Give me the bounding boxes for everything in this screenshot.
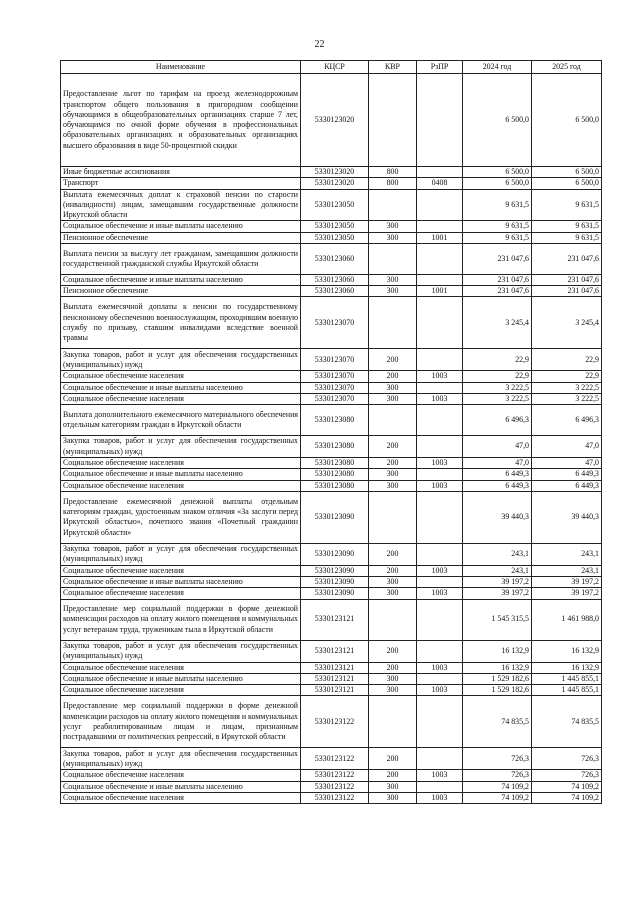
cell-rzpr: [417, 748, 463, 770]
cell-2024: 16 132,9: [463, 640, 532, 662]
cell-kcsr: 5330123020: [301, 178, 369, 189]
cell-kcsr: 5330123090: [301, 543, 369, 565]
cell-rzpr: [417, 599, 463, 640]
cell-kvr: 200: [369, 640, 417, 662]
cell-kcsr: 5330123122: [301, 696, 369, 748]
cell-2024: 726,3: [463, 748, 532, 770]
cell-kvr: 200: [369, 349, 417, 371]
cell-2024: 3 222,5: [463, 382, 532, 393]
cell-kcsr: 5330123080: [301, 458, 369, 469]
cell-name: Социальное обеспечение населения: [61, 770, 301, 781]
table-row: [61, 393, 602, 404]
cell-rzpr: [417, 349, 463, 371]
table-row: [61, 491, 602, 543]
cell-name: Социальное обеспечение населения: [61, 792, 301, 803]
cell-kvr: 200: [369, 458, 417, 469]
cell-kvr: 300: [369, 781, 417, 792]
cell-2024: 726,3: [463, 770, 532, 781]
cell-2024: 231 047,6: [463, 274, 532, 285]
cell-kvr: [369, 297, 417, 349]
cell-2025: 6 449,3: [532, 469, 602, 480]
table-row: [61, 349, 602, 371]
cell-name: Социальное обеспечение населения: [61, 662, 301, 673]
cell-rzpr: [417, 382, 463, 393]
cell-2025: 9 631,5: [532, 232, 602, 243]
cell-2024: 39 197,2: [463, 588, 532, 599]
cell-kvr: 300: [369, 469, 417, 480]
cell-rzpr: [417, 189, 463, 221]
cell-rzpr: [417, 436, 463, 458]
table-row: [61, 436, 602, 458]
table-row: [61, 189, 602, 221]
cell-name: Выплата ежемесячных доплат к страховой пенсии по старости (инвалидности) лицам, замещавшим государственные должности Иркутской области: [61, 189, 301, 221]
cell-kvr: 300: [369, 588, 417, 599]
cell-rzpr: [417, 781, 463, 792]
cell-2024: 9 631,5: [463, 232, 532, 243]
cell-name: Пенсионное обеспечение: [61, 286, 301, 297]
cell-kvr: 300: [369, 685, 417, 696]
cell-2025: 22,9: [532, 349, 602, 371]
cell-2025: 1 445 855,1: [532, 673, 602, 684]
table-row: [61, 577, 602, 588]
cell-2025: 6 500,0: [532, 178, 602, 189]
cell-2025: 231 047,6: [532, 274, 602, 285]
cell-kcsr: 5330123070: [301, 297, 369, 349]
cell-rzpr: 1003: [417, 393, 463, 404]
cell-rzpr: 1003: [417, 480, 463, 491]
cell-2025: 39 440,3: [532, 491, 602, 543]
cell-2024: 3 222,5: [463, 393, 532, 404]
cell-2024: 231 047,6: [463, 243, 532, 274]
cell-kcsr: 5330123080: [301, 469, 369, 480]
cell-2024: 22,9: [463, 349, 532, 371]
cell-kvr: 300: [369, 274, 417, 285]
cell-kcsr: 5330123080: [301, 405, 369, 436]
cell-rzpr: [417, 696, 463, 748]
cell-2024: 6 449,3: [463, 469, 532, 480]
cell-2025: 1 461 988,0: [532, 599, 602, 640]
cell-2025: 1 445 855,1: [532, 685, 602, 696]
cell-name: Социальное обеспечение и иные выплаты населению: [61, 673, 301, 684]
cell-rzpr: [417, 74, 463, 167]
cell-2025: 6 496,3: [532, 405, 602, 436]
table-row: [61, 673, 602, 684]
table-row: [61, 480, 602, 491]
cell-name: Предоставление мер социальной поддержки в форме денежной компенсации расходов на оплату жилого помещения и коммунальных услуг ветеранам труда, труженикам тыла в Иркутской области: [61, 599, 301, 640]
cell-name: Выплата дополнительного ежемесячного материального обеспечения отдельным категориям граждан в Иркутской области: [61, 405, 301, 436]
table-row: [61, 696, 602, 748]
cell-2025: 243,1: [532, 565, 602, 576]
cell-rzpr: 1003: [417, 458, 463, 469]
cell-kvr: 200: [369, 436, 417, 458]
table-row: [61, 662, 602, 673]
cell-kvr: 300: [369, 577, 417, 588]
column-header-2025: 2025 год: [532, 61, 602, 74]
cell-2024: 231 047,6: [463, 286, 532, 297]
cell-kcsr: 5330123020: [301, 167, 369, 178]
table-row: [61, 588, 602, 599]
cell-kcsr: 5330123121: [301, 599, 369, 640]
cell-kcsr: 5330123070: [301, 349, 369, 371]
cell-rzpr: [417, 640, 463, 662]
cell-kvr: 200: [369, 371, 417, 382]
table-row: [61, 178, 602, 189]
table-row: [61, 74, 602, 167]
cell-kvr: [369, 405, 417, 436]
cell-kvr: [369, 74, 417, 167]
column-header-name: Наименование: [61, 61, 301, 74]
cell-kvr: 300: [369, 232, 417, 243]
cell-name: Социальное обеспечение населения: [61, 588, 301, 599]
cell-name: Предоставление мер социальной поддержки в форме денежной компенсации расходов на оплату жилого помещения и коммунальных услуг реабилитированным лицам и лицам, признанным пострадавшими от политических репрессий, в Иркутской области: [61, 696, 301, 748]
table-row: [61, 565, 602, 576]
cell-2024: 74 835,5: [463, 696, 532, 748]
cell-2024: 39 440,3: [463, 491, 532, 543]
cell-2024: 39 197,2: [463, 577, 532, 588]
cell-name: Социальное обеспечение населения: [61, 685, 301, 696]
cell-kcsr: 5330123050: [301, 189, 369, 221]
cell-kcsr: 5330123121: [301, 685, 369, 696]
cell-kvr: [369, 599, 417, 640]
column-header-kcsr: КЦСР: [301, 61, 369, 74]
table-body: [61, 74, 602, 804]
cell-2025: 726,3: [532, 748, 602, 770]
table-row: [61, 640, 602, 662]
cell-2024: 243,1: [463, 543, 532, 565]
table-row: [61, 297, 602, 349]
cell-rzpr: 0408: [417, 178, 463, 189]
cell-rzpr: [417, 469, 463, 480]
cell-2025: 47,0: [532, 436, 602, 458]
cell-kcsr: 5330123060: [301, 286, 369, 297]
cell-name: Предоставление льгот по тарифам на проезд железнодорожным транспортом общего пользования в пригородном сообщении обучающимся в общеобразовательных организациях старше 7 лет, обучающимся по очной форме обучения в профессиональных образовательных организациях и образовательных организациях высшего образования в виде 50-процентной скидки: [61, 74, 301, 167]
cell-2025: 74 109,2: [532, 781, 602, 792]
cell-2024: 16 132,9: [463, 662, 532, 673]
cell-2025: 726,3: [532, 770, 602, 781]
cell-name: Выплата ежемесячной доплаты к пенсии по государственному пенсионному обеспечению военнослужащим, проходившим военную службу по призыву, ставшим инвалидами вследствие военной травмы: [61, 297, 301, 349]
cell-name: Социальное обеспечение и иные выплаты населению: [61, 274, 301, 285]
cell-kcsr: 5330123070: [301, 382, 369, 393]
cell-2024: 6 449,3: [463, 480, 532, 491]
cell-2024: 22,9: [463, 371, 532, 382]
cell-name: Транспорт: [61, 178, 301, 189]
cell-kcsr: 5330123050: [301, 232, 369, 243]
cell-2024: 47,0: [463, 436, 532, 458]
cell-kvr: 300: [369, 286, 417, 297]
cell-2025: 22,9: [532, 371, 602, 382]
cell-2024: 243,1: [463, 565, 532, 576]
cell-name: Закупка товаров, работ и услуг для обеспечения государственных (муниципальных) нужд: [61, 748, 301, 770]
cell-kvr: 200: [369, 770, 417, 781]
cell-kcsr: 5330123122: [301, 748, 369, 770]
cell-2024: 74 109,2: [463, 792, 532, 803]
cell-name: Социальное обеспечение населения: [61, 393, 301, 404]
cell-kcsr: 5330123090: [301, 565, 369, 576]
page-number: 22: [314, 39, 325, 50]
cell-2024: 1 545 315,5: [463, 599, 532, 640]
table-row: [61, 232, 602, 243]
cell-kvr: 800: [369, 167, 417, 178]
cell-name: Социальное обеспечение населения: [61, 371, 301, 382]
cell-name: Предоставление ежемесячной денежной выплаты отдельным категориям граждан, удостоенным знаком отличия «За заслуги перед Иркутской областью», почетного звания «Почетный гражданин Иркутской области»: [61, 491, 301, 543]
cell-rzpr: 1001: [417, 232, 463, 243]
cell-kcsr: 5330123121: [301, 662, 369, 673]
cell-name: Социальное обеспечение населения: [61, 458, 301, 469]
table-row: [61, 792, 602, 803]
cell-kvr: 800: [369, 178, 417, 189]
cell-name: Социальное обеспечение и иные выплаты населению: [61, 577, 301, 588]
table-row: [61, 371, 602, 382]
table-row: [61, 599, 602, 640]
cell-kcsr: 5330123020: [301, 74, 369, 167]
cell-kcsr: 5330123080: [301, 480, 369, 491]
cell-2025: 47,0: [532, 458, 602, 469]
cell-kcsr: 5330123122: [301, 781, 369, 792]
cell-2024: 6 500,0: [463, 74, 532, 167]
cell-name: Социальное обеспечение населения: [61, 565, 301, 576]
cell-2025: 243,1: [532, 543, 602, 565]
cell-kvr: 300: [369, 673, 417, 684]
cell-2025: 74 109,2: [532, 792, 602, 803]
cell-rzpr: 1001: [417, 286, 463, 297]
cell-name: Выплата пенсии за выслугу лет гражданам, замещавшим должности государственной гражданской службы Иркутской области: [61, 243, 301, 274]
cell-kcsr: 5330123070: [301, 393, 369, 404]
cell-kcsr: 5330123060: [301, 243, 369, 274]
cell-kcsr: 5330123090: [301, 577, 369, 588]
cell-name: Закупка товаров, работ и услуг для обеспечения государственных (муниципальных) нужд: [61, 640, 301, 662]
cell-rzpr: 1003: [417, 588, 463, 599]
cell-rzpr: [417, 543, 463, 565]
cell-2025: 231 047,6: [532, 286, 602, 297]
cell-kcsr: 5330123090: [301, 491, 369, 543]
cell-rzpr: [417, 221, 463, 232]
cell-rzpr: [417, 243, 463, 274]
cell-2024: 6 500,0: [463, 178, 532, 189]
cell-name: Социальное обеспечение и иные выплаты населению: [61, 781, 301, 792]
cell-kvr: 200: [369, 543, 417, 565]
cell-rzpr: 1003: [417, 565, 463, 576]
cell-2024: 6 496,3: [463, 405, 532, 436]
cell-2025: 6 500,0: [532, 167, 602, 178]
cell-kcsr: 5330123080: [301, 436, 369, 458]
table-row: [61, 685, 602, 696]
table-row: [61, 286, 602, 297]
cell-kvr: 300: [369, 480, 417, 491]
table-row: [61, 469, 602, 480]
cell-2025: 3 222,5: [532, 382, 602, 393]
cell-2025: 231 047,6: [532, 243, 602, 274]
cell-kcsr: 5330123090: [301, 588, 369, 599]
cell-rzpr: [417, 167, 463, 178]
cell-kvr: [369, 189, 417, 221]
cell-kcsr: 5330123121: [301, 640, 369, 662]
cell-2025: 9 631,5: [532, 221, 602, 232]
cell-2024: 1 529 182,6: [463, 685, 532, 696]
table-row: [61, 382, 602, 393]
cell-rzpr: 1003: [417, 662, 463, 673]
table-row: [61, 405, 602, 436]
cell-kcsr: 5330123122: [301, 792, 369, 803]
cell-kvr: 300: [369, 382, 417, 393]
table-row: [61, 243, 602, 274]
cell-rzpr: 1003: [417, 770, 463, 781]
cell-name: Пенсионное обеспечение: [61, 232, 301, 243]
cell-kvr: [369, 696, 417, 748]
cell-name: Закупка товаров, работ и услуг для обеспечения государственных (муниципальных) нужд: [61, 436, 301, 458]
cell-rzpr: [417, 274, 463, 285]
cell-kvr: 300: [369, 393, 417, 404]
cell-2024: 3 245,4: [463, 297, 532, 349]
cell-rzpr: [417, 491, 463, 543]
column-header-2024: 2024 год: [463, 61, 532, 74]
cell-2025: 74 835,5: [532, 696, 602, 748]
cell-rzpr: [417, 405, 463, 436]
cell-name: Закупка товаров, работ и услуг для обеспечения государственных (муниципальных) нужд: [61, 543, 301, 565]
column-header-kvr: КВР: [369, 61, 417, 74]
cell-2025: 3 222,5: [532, 393, 602, 404]
cell-2024: 9 631,5: [463, 221, 532, 232]
cell-2024: 1 529 182,6: [463, 673, 532, 684]
cell-2025: 16 132,9: [532, 662, 602, 673]
cell-rzpr: 1003: [417, 792, 463, 803]
cell-rzpr: 1003: [417, 371, 463, 382]
cell-name: Иные бюджетные ассигнования: [61, 167, 301, 178]
table-row: [61, 221, 602, 232]
cell-2025: 9 631,5: [532, 189, 602, 221]
cell-2025: 6 500,0: [532, 74, 602, 167]
cell-name: Социальное обеспечение и иные выплаты населению: [61, 469, 301, 480]
cell-rzpr: [417, 577, 463, 588]
table-row: [61, 458, 602, 469]
cell-2024: 9 631,5: [463, 189, 532, 221]
cell-name: Социальное обеспечение и иные выплаты населению: [61, 221, 301, 232]
cell-rzpr: [417, 673, 463, 684]
cell-kcsr: 5330123050: [301, 221, 369, 232]
column-header-rzpr: РзПР: [417, 61, 463, 74]
cell-kvr: 200: [369, 565, 417, 576]
budget-table: [60, 60, 602, 804]
cell-2025: 16 132,9: [532, 640, 602, 662]
cell-2025: 6 449,3: [532, 480, 602, 491]
cell-kvr: [369, 243, 417, 274]
table-row: [61, 781, 602, 792]
cell-2024: 6 500,0: [463, 167, 532, 178]
cell-kvr: 300: [369, 792, 417, 803]
cell-rzpr: 1003: [417, 685, 463, 696]
cell-2024: 74 109,2: [463, 781, 532, 792]
table-header: [61, 61, 602, 74]
cell-name: Закупка товаров, работ и услуг для обеспечения государственных (муниципальных) нужд: [61, 349, 301, 371]
cell-2024: 47,0: [463, 458, 532, 469]
table-row: [61, 167, 602, 178]
table-row: [61, 770, 602, 781]
cell-kvr: 300: [369, 221, 417, 232]
cell-kvr: 200: [369, 662, 417, 673]
cell-kvr: [369, 491, 417, 543]
cell-name: Социальное обеспечение и иные выплаты населению: [61, 382, 301, 393]
cell-name: Социальное обеспечение населения: [61, 480, 301, 491]
cell-kcsr: 5330123121: [301, 673, 369, 684]
cell-kcsr: 5330123070: [301, 371, 369, 382]
cell-rzpr: [417, 297, 463, 349]
cell-2025: 3 245,4: [532, 297, 602, 349]
cell-kvr: 200: [369, 748, 417, 770]
cell-kcsr: 5330123060: [301, 274, 369, 285]
cell-2025: 39 197,2: [532, 577, 602, 588]
table-row: [61, 748, 602, 770]
table-row: [61, 274, 602, 285]
cell-kcsr: 5330123122: [301, 770, 369, 781]
table-row: [61, 543, 602, 565]
cell-2025: 39 197,2: [532, 588, 602, 599]
